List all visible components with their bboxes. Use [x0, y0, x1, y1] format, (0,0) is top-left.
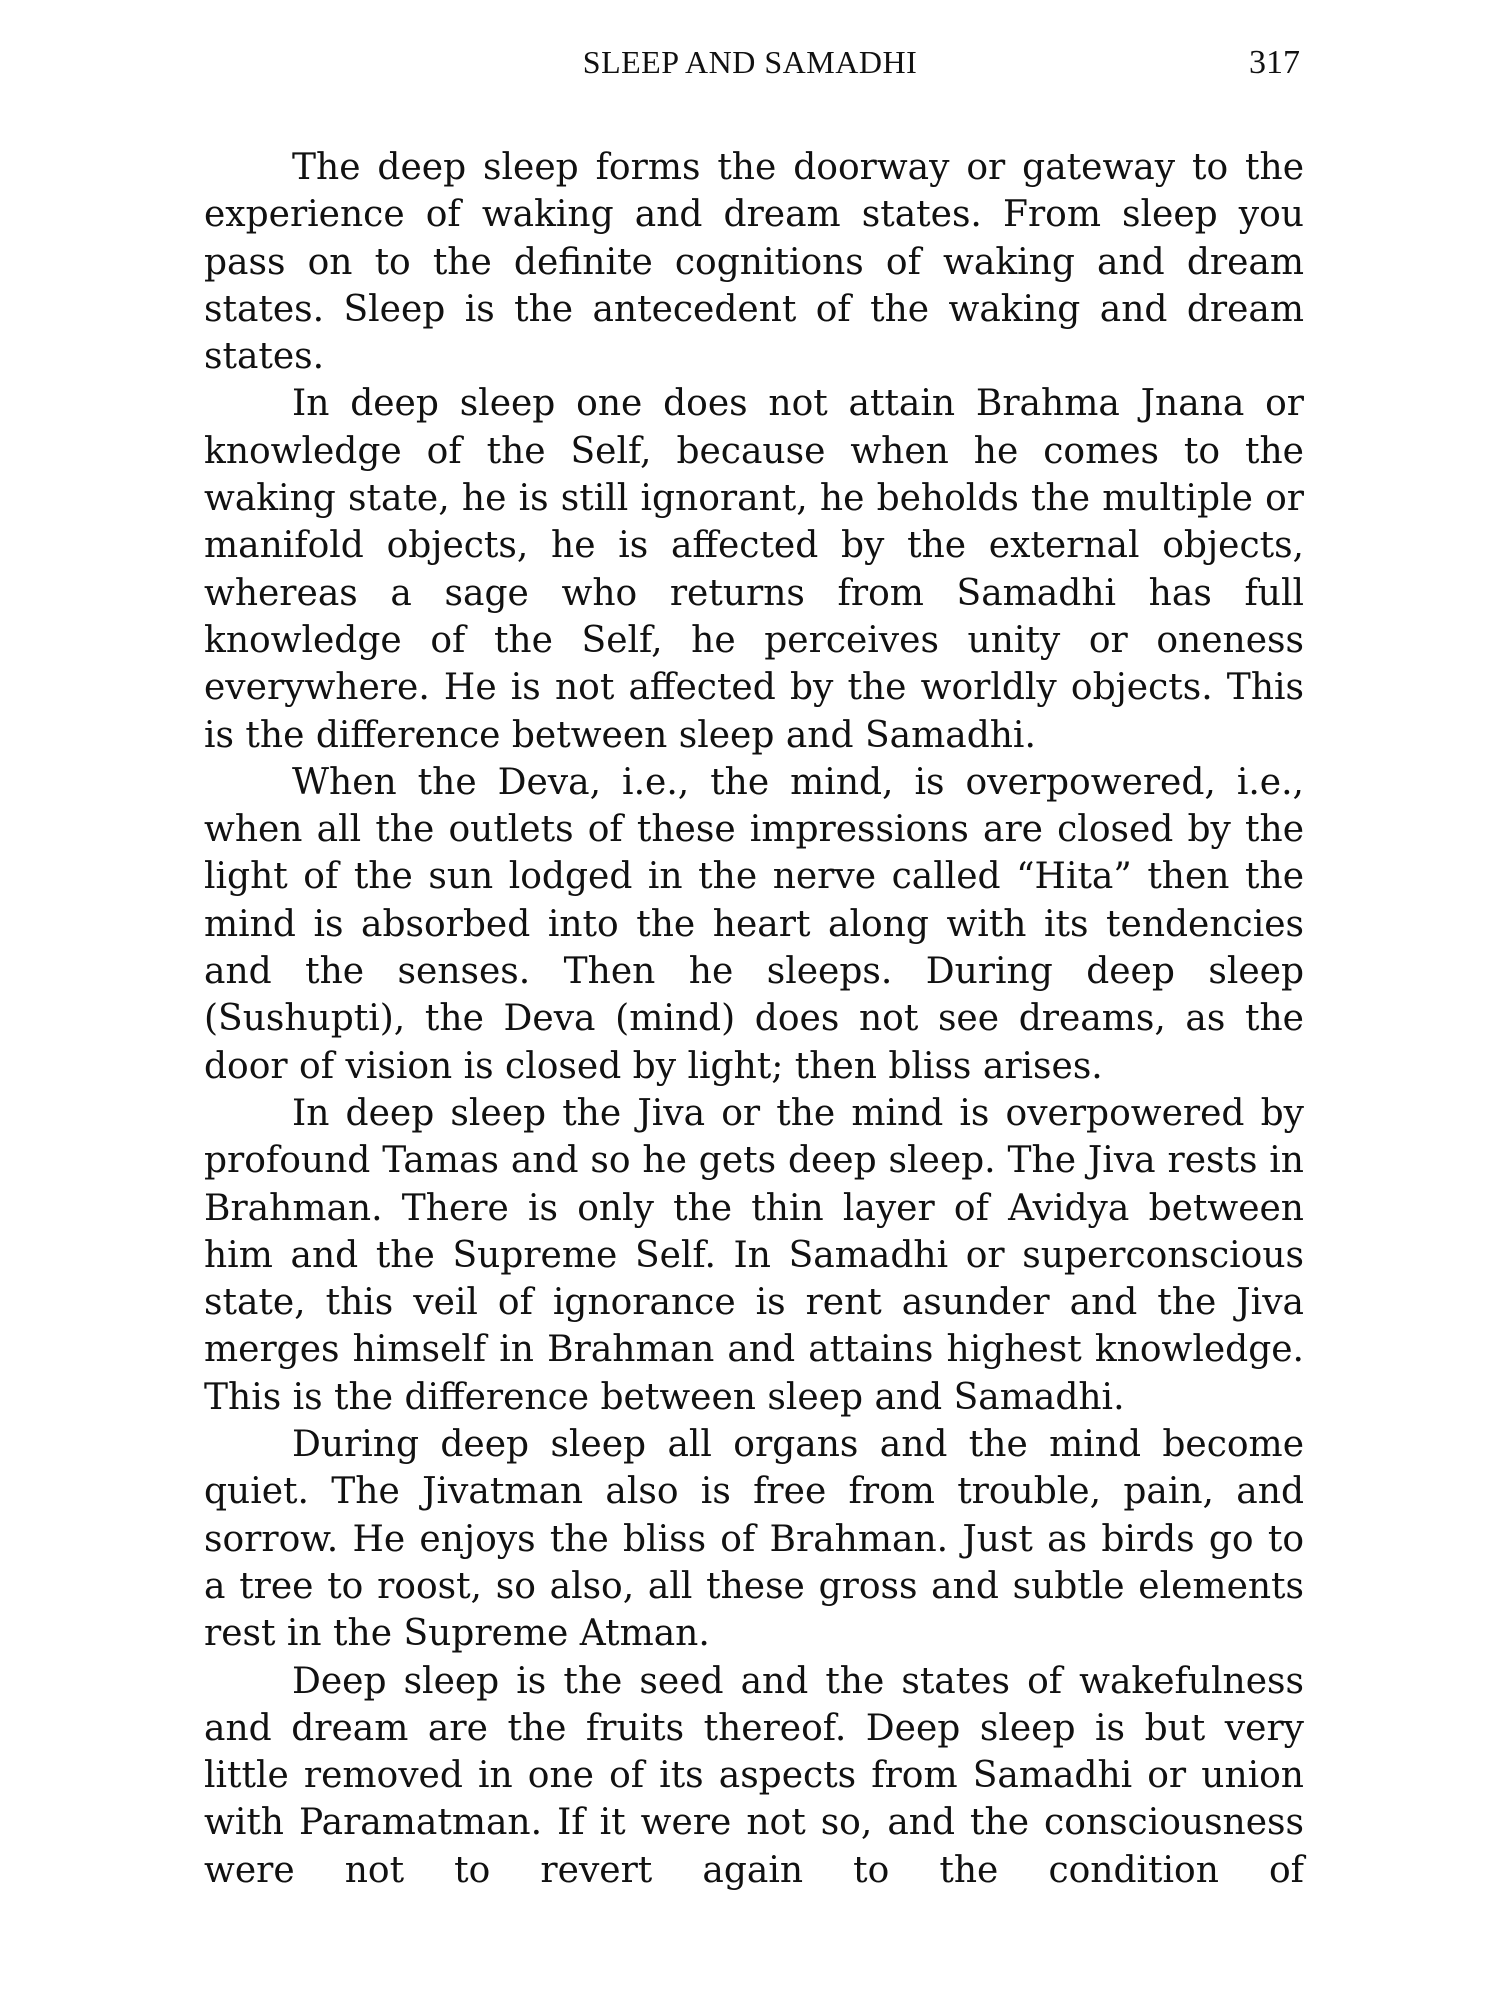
body-text: [204, 144, 1304, 1894]
paragraph-2: In deep sleep one does not attain Brahma Jnana or knowledge of the Self, because when he comes to the waking state, he is still ignorant, he beholds the multiple or manifold objects, he is affected by the external objects, whereas a sage who returns from Samadhi has full knowledge of the Self, he perceives unity or oneness everywhere. He is not affected by the worldly objects. This is the difference between sleep and Samadhi.: [204, 383, 1304, 756]
running-head: [200, 44, 1300, 94]
paragraph-3: When the Deva, i.e., the mind, is overpowered, i.e., when all the outlets of these impressions are closed by the light of the sun lodged in the nerve called “Hita” then the mind is absorbed into the heart along with its tendencies and the senses. Then he sleeps. During deep sleep (Sushupti), the Deva (mind) does not see dreams, as the door of vision is closed by light; then bliss arises.: [204, 761, 1304, 1087]
paragraph-5: During deep sleep all organs and the mind become quiet. The Jivatman also is free from trouble, pain, and sorrow. He enjoys the bliss of Brahman. Just as birds go to a tree to roost, so also, all these gross and subtle elements rest in the Supreme Atman.: [204, 1424, 1304, 1655]
paragraph-4: In deep sleep the Jiva or the mind is overpowered by profound Tamas and so he gets deep sleep. The Jiva rests in Brahman. There is only the thin layer of Avidya between him and the Supreme Self. In Samadhi or superconscious state, this veil of ignorance is rent asunder and the Jiva merges himself in Brahman and attains highest knowledge. This is the difference between sleep and Samadhi.: [204, 1092, 1304, 1418]
paragraph-1: The deep sleep forms the doorway or gateway to the experience of waking and dream states. From sleep you pass on to the definite cognitions of waking and dream states. Sleep is the antecedent of the waking and dream states.: [204, 147, 1304, 378]
paragraph-6: Deep sleep is the seed and the states of wakefulness and dream are the fruits thereof. Deep sleep is but very little removed in one of its aspects from Samadhi or union with Paramatman. If it were not so, and the consciousness were not to revert again to the condition of: [204, 1660, 1304, 1891]
page-number: 317: [1249, 44, 1300, 81]
running-title: SLEEP AND SAMADHI: [582, 44, 918, 80]
